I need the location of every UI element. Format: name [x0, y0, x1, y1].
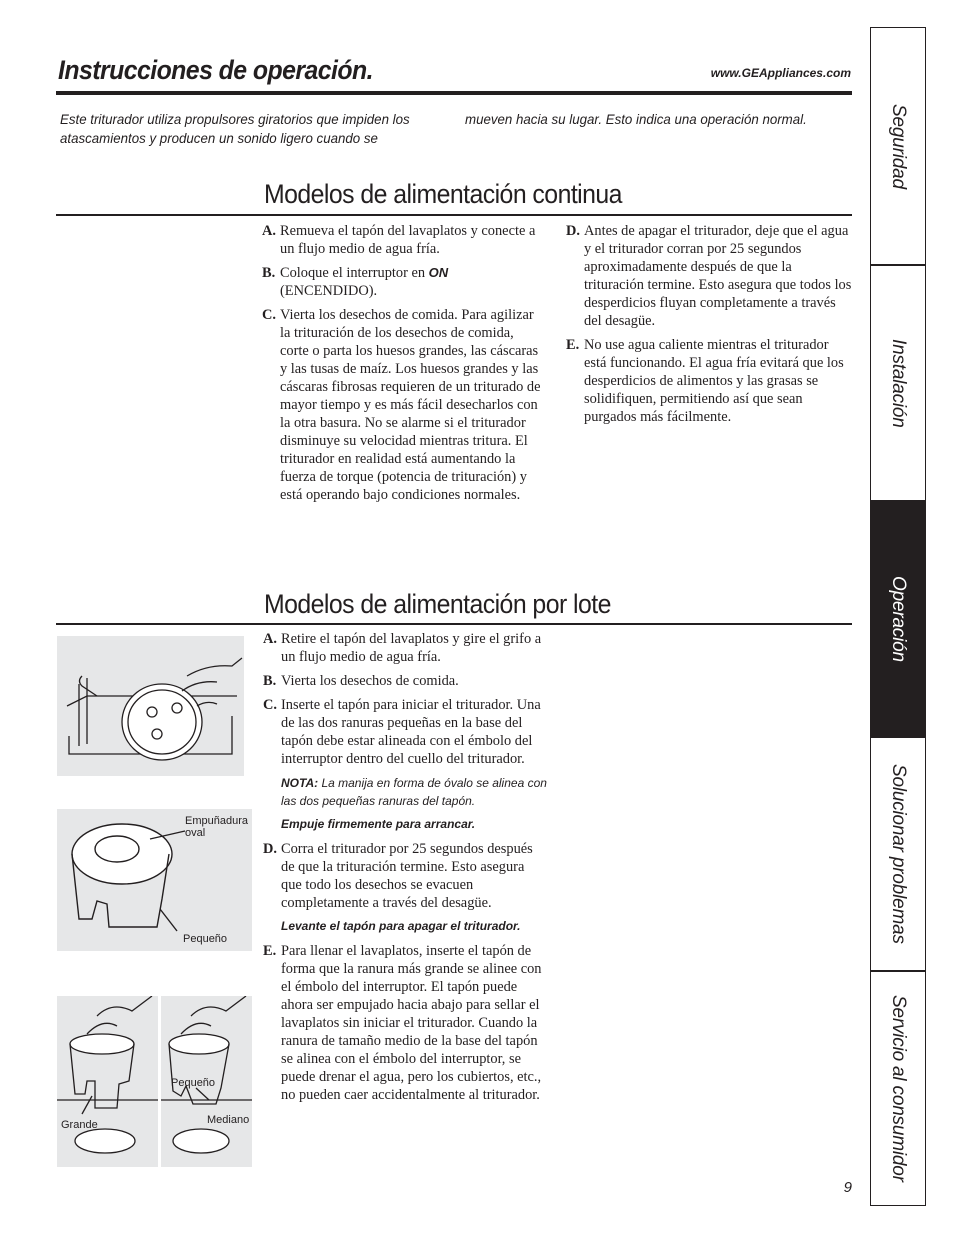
- step-text: Inserte el tapón para iniciar el triturador. Una de las dos ranuras pequeñas en la base del tapón debe estar alineada con el émbolo del interruptor dentro del cuello del triturador.: [281, 697, 541, 767]
- tab-label: Operación: [888, 576, 909, 662]
- step-letter: E.: [263, 943, 277, 959]
- small-slot-label-2: Pequeño: [171, 1077, 216, 1089]
- step-text: Remueva el tapón del lavaplatos y conecte a un flujo medio de agua fría.: [280, 223, 536, 257]
- step-text: Vierta los desechos de comida.: [281, 673, 459, 689]
- batch-steps: [263, 630, 548, 1110]
- stopper-illustration: [57, 809, 252, 951]
- step-letter: D.: [566, 223, 580, 239]
- push-caption: Empuje firmemente para arrancar.: [281, 817, 476, 831]
- continuous-steps-col2: [566, 222, 854, 432]
- step-letter: C.: [262, 307, 276, 323]
- step-letter: E.: [566, 337, 580, 353]
- note-label: NOTA:: [281, 776, 319, 790]
- batch-steps-d: [263, 840, 548, 912]
- note-text: La manija en forma de óvalo se alinea con las dos pequeñas ranuras del tapón.: [281, 776, 547, 808]
- on-switch-label: ON: [428, 265, 449, 280]
- batch-rule: [56, 623, 852, 625]
- page-number: 9: [843, 1179, 852, 1196]
- small-slot-label: Pequeño: [183, 933, 228, 945]
- intro-right: mueven hacia su lugar. Esto indica una operación normal.: [465, 111, 807, 127]
- website-url: www.GEAppliances.com: [710, 66, 851, 80]
- large-slot-illustration: [57, 996, 158, 1167]
- continuous-feed-heading: Modelos de alimentación continua: [264, 179, 622, 209]
- sink-illustration: [57, 636, 244, 776]
- step-text: Retire el tapón del lavaplatos y gire el grifo a un flujo medio de agua fría.: [281, 631, 542, 665]
- continuous-step-e: [566, 336, 854, 426]
- step-text: Corra el triturador por 25 segundos después de que la trituración termine. Esto asegura que todo los desechos se evacuen completamente a través del desagüe.: [281, 841, 533, 911]
- tab-seguridad[interactable]: [871, 28, 925, 266]
- tab-instalacion[interactable]: [871, 266, 925, 502]
- large-slot-label: Grande: [61, 1119, 98, 1131]
- step-text: [280, 264, 544, 300]
- lift-caption: Levante el tapón para apagar el triturador.: [281, 919, 521, 933]
- intro-left: Este triturador utiliza propulsores giratorios que impiden los atascamientos y producen un sonido ligero cuando se: [60, 111, 410, 146]
- note: [281, 774, 548, 810]
- tab-label: Instalación: [888, 338, 909, 428]
- step-letter: B.: [263, 673, 277, 689]
- oval-handle-label: Empuñadura oval: [185, 815, 248, 839]
- step-text: No use agua caliente mientras el triturador está funcionando. El agua fría evitará que los desperdicios de alimentos y las grasas se solidifiquen, permitiendo así que sean purgados más fácilmente.: [584, 337, 844, 425]
- step-text: Para llenar el lavaplatos, inserte el tapón de forma que la ranura más grande se alinee con el émbolo del interruptor. El tapón puede ahora ser empujado hacia abajo para sellar el lavaplatos sin iniciar el triturador. Cuando la ranura de tamaño medio de la base del tapón se alinea con el émbolo del interruptor, se puede drenar el agua, pero los cubiertos, etc., no pueden caer accidentalmente al triturador.: [281, 943, 542, 1103]
- step-text-after: (ENCENDIDO).: [280, 283, 378, 299]
- tab-label: Servicio al consumidor: [888, 995, 909, 1182]
- title-rule: [56, 91, 852, 95]
- continuous-steps-col1: [262, 222, 544, 510]
- large-slot-drawing: [57, 996, 158, 1167]
- page-title: Instrucciones de operación.: [58, 55, 374, 85]
- step-text: Vierta los desechos de comida. Para agilizar la trituración de los desechos de comida, corte o parta los huesos grandes, las cáscaras y las tusas de maíz. Los huesos grandes y las cáscaras fibrosas requieren de un triturado de mayor tiempo y es más fácil desecharlos con la otra basura. No se alarme si el triturador disminuye su velocidad mientras tritura. El triturador en realidad está aumentando la fuerza de torque (potencia de trituración) y está operando bajo condiciones normales.: [280, 307, 541, 503]
- medium-slot-label: Mediano: [207, 1114, 250, 1126]
- sink-drawing: [57, 636, 244, 776]
- tab-operacion[interactable]: [871, 502, 925, 738]
- batch-step-c: [263, 696, 548, 768]
- continuous-step-c: [262, 306, 544, 504]
- tab-label: Seguridad: [888, 103, 909, 189]
- continuous-step-d: [566, 222, 854, 330]
- step-letter: D.: [263, 841, 277, 857]
- batch-step-a: [263, 630, 548, 666]
- step-letter: B.: [262, 265, 276, 281]
- tab-label: Solucionar problemas: [888, 764, 909, 944]
- step-letter: A.: [262, 223, 276, 239]
- continuous-step-b: [262, 264, 544, 300]
- batch-step-d: [263, 840, 548, 912]
- small-medium-slot-illustration: [161, 996, 252, 1167]
- step-letter: C.: [263, 697, 277, 713]
- batch-steps-e: [263, 942, 548, 1104]
- tab-servicio-al-consumidor[interactable]: [871, 972, 925, 1205]
- step-text: Antes de apagar el triturador, deje que el agua y el triturador corran por 25 segundos aproximadamente después de que la trituración termine. Esto asegura que todos los desperdicios fluyan completamente a través del desagüe.: [584, 223, 852, 329]
- batch-step-b: [263, 672, 548, 690]
- step-text-before: Coloque el interruptor en: [280, 265, 429, 281]
- continuous-rule: [56, 214, 852, 216]
- batch-step-e: [263, 942, 548, 1104]
- continuous-step-a: [262, 222, 544, 258]
- tab-solucionar-problemas[interactable]: [871, 738, 925, 972]
- batch-feed-heading: Modelos de alimentación por lote: [264, 589, 611, 619]
- batch-steps-abc: [263, 630, 548, 768]
- section-sidebar: [870, 27, 926, 1206]
- step-letter: A.: [263, 631, 277, 647]
